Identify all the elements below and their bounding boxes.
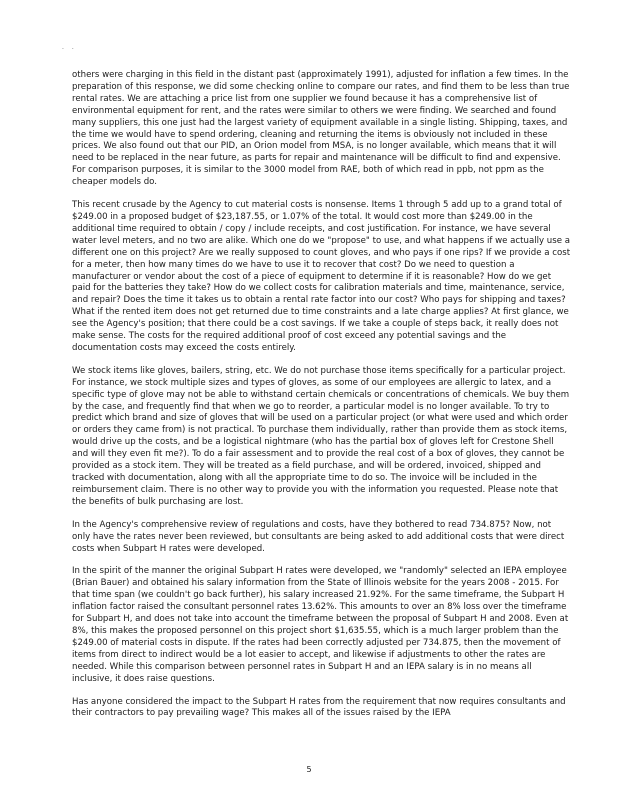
paragraph-prevailing-wage: Has anyone considered the impact to the Subpart H rates from the requirement that now requires consultants and their contractors to pay prevailing wage? This makes all of the issues raised by the IEPA [72,696,566,719]
paragraph-stock-items: We stock items like gloves, bailers, string, etc. We do not purchase those items specifically for a particular project. For instance, we stock multiple sizes and types of gloves, as some of our employees are allergic to latex, and a specific type of glove may not be able to withstand certain chemicals or concentrations of chemicals. We buy them by the case, and frequently find that when we go to reorder, a particular model is no longer available. To try to predict which brand and size of gloves that will be used on a particular project (or what were used and which order or orders they came from) is not practical. To purchase them individually, rather than provide them as stock items, would drive up the costs, and be a logistical nightmare (who has the partial box of gloves left for Crestone Shell and will they even fit me?). To do a fair assessment and to provide the real cost of a box of gloves, they cannot be provided as a stock item. They will be treated as a field purchase, and will be ordered, invoiced, shipped and tracked with documentation, along with all the appropriate time to do so. The invoice will be included in the reimbursement claim. There is no other way to provide you with the information you requested. Please note that the benefits of bulk purchasing are lost. [72,365,570,507]
paragraph-equipment-rates: others were charging in this field in the distant past (approximately 1991), adjusted for inflation a few times. In the preparation of this response, we did some checking online to compare our rates, and find them to be less than true rental rates. We are attaching a price list from one supplier we found because it has a comprehensive list of environmental equipment for rent, and the rates were similar to others we were finding. We searched and found many suppliers, this one just had the largest variety of equipment available in a single listing. Shipping, taxes, and the time we would have to spend ordering, cleaning and returning the items is obviously not included in these prices. We also found out that our PID, an Orion model from MSA, is no longer available, which means that it will need to be replaced in the near future, as parts for repair and maintenance will be difficult to find and expensive. For comparison purposes, it is similar to the 3000 model from RAE, both of which read in ppb, not ppm as the cheaper models do. [72,70,570,188]
paragraph-agency-review: In the Agency's comprehensive review of regulations and costs, have they bothered to read 734.875? Now, not only have the rates never been reviewed, but consultants are being asked to add additional costs that were direct costs when Subpart H rates were developed. [72,519,565,554]
document-body [72,70,572,731]
paragraph-material-costs: This recent crusade by the Agency to cut material costs is nonsense. Items 1 through 5 add up to a grand total of $249.00 in a proposed budget of $23,187.55, or 1.07% of the total. It would cost more than $249.00 in the additional time required to obtain / copy / include receipts, and cost justification. For instance, we have several water level meters, and no two are alike. Which one do we "propose" to use, and what happens if we actually use a different one on this project? Are we really supposed to count gloves, and who pays if one rips? If we provide a cost for a meter, then how many times do we have to use it to recover that cost? Do we need to question a manufacturer or vendor about the cost of a piece of equipment to determine if it is reasonable? How do we get paid for the batteries they take? How do we collect costs for calibration materials and time, maintenance, service, and repair? Does the time it takes us to obtain a rental rate factor into our cost? Who pays for shipping and taxes? What if the rented item does not get returned due to time constraints and a late charge applies? At first glance, we see the Agency's position; that there could be a cost savings. If we take a couple of steps back, it really does not make sense. The costs for the required additional proof of cost exceed any potential savings and the documentation costs may exceed the costs entirely. [72,200,571,353]
paragraph-salary-comparison: In the spirit of the manner the original Subpart H rates were developed, we "randomly" selected an IEPA employee (Brian Bauer) and obtained his salary information from the State of Illinois website for the years 2008 - 2015. For that time span (we couldn't go back further), his salary increased 21.92%. For the same timeframe, the Subpart H inflation factor raised the consultant personnel rates 13.62%. This amounts to over an 8% loss over the timeframe for Subpart H, and does not take into account the timeframe between the proposal of Subpart H and 2008. Even at 8%, this makes the proposed personnel on this project short $1,635.55, which is a much larger problem than the $249.00 of material costs in dispute. If the rates had been correctly adjusted per 734.875, then the movement of items from direct to indirect would be a lot easier to accept, and likewise if adjustments to other the rates are needed. While this comparison between personnel rates in Subpart H and an IEPA salary is in no means all inclusive, it does raise questions. [72,566,569,684]
header-mark: . . [62,44,77,51]
page-number: 5 [306,765,312,774]
